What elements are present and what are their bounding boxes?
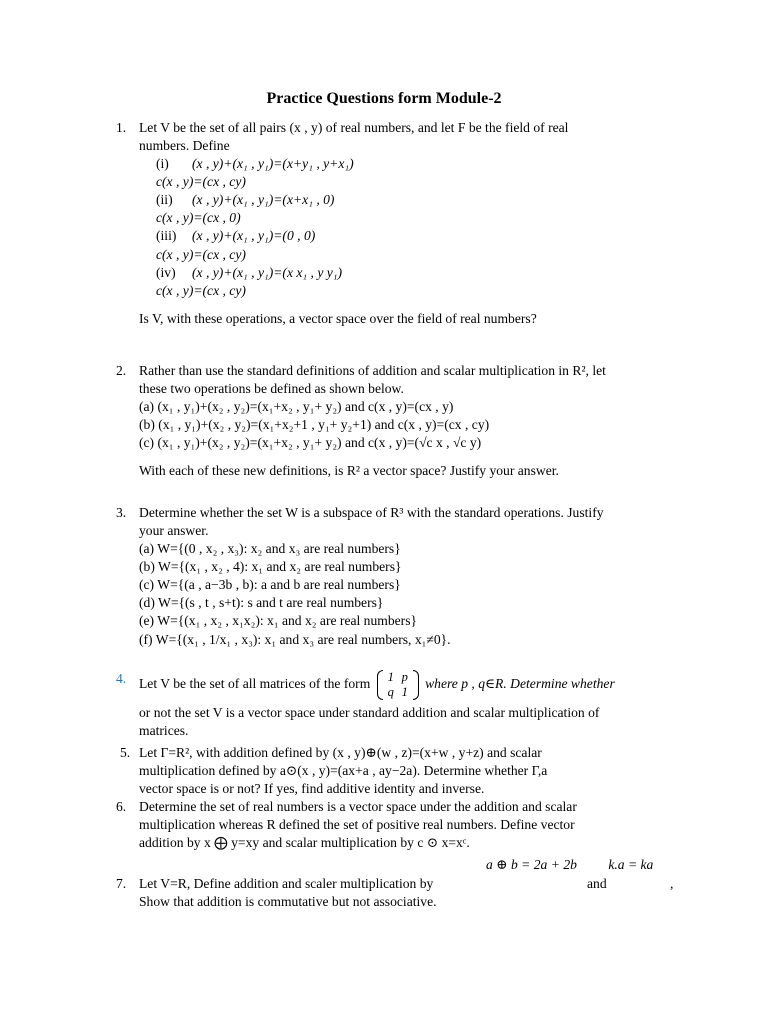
question-part: (b) W={(x₁ , x₂ , 4): x₁ and x₂ are real numbers} [139,559,402,575]
question-part: (a) W={(0 , x₂ , x₃): x₂ and x₃ are real numbers} [139,541,401,557]
question-text: Let V=R, Define addition and scaler multiplication by and , [139,876,674,891]
question-text: Show that addition is commutative but not associative. [139,894,437,910]
question-7 [116,875,676,911]
question-number: 4. [116,671,127,686]
operation-definition: (iii) (x , y)+(x₁ , y₁)=(0 , 0) [156,228,316,244]
question-part: (f) W={(x₁ , 1/x₁ , x₃): x₁ and x₃ are real numbers, x₁≠0}. [139,631,451,647]
question-text: Let V be the set of all matrices of the form 1 p q 1 where p , q∈R. Determine whether [139,670,615,699]
question-part: (c) (x₁ , y₁)+(x₂ , y₂)=(x₁+x₂ , y₁+ y₂) and c(x , y)=(√c x , √c y) [139,435,482,451]
question-number: 5. [120,745,131,760]
question-6 [116,798,676,852]
scalar-formula: k.a = ka [608,857,654,872]
question-4 [116,670,676,740]
question-number: 2. [116,363,127,378]
question-2 [116,362,676,480]
question-text: Rather than use the standard definitions of addition and scalar multiplication in R², let [139,363,606,378]
question-text: Let V be the set of all pairs (x , y) of real numbers, and let F be the field of real [139,120,569,135]
question-5 [116,744,676,798]
question-text: Let Γ=R², with addition defined by (x , y)⊕(w , z)=(x+w , y+z) and scalar [139,745,542,760]
operation-definition: (ii) (x , y)+(x₁ , y₁)=(x+x₁ , 0) [156,192,335,208]
q7-formulas [486,856,653,874]
question-number: 1. [116,120,127,135]
question-text: multiplication defined by a⊙(x , y)=(ax+a , ay−2a). Determine whether Γ,a [139,763,548,779]
addition-formula: a ⊕ b = 2a + 2b [486,857,577,872]
question-part: (d) W={(s , t , s+t): s and t are real numbers} [139,595,384,611]
page-title: Practice Questions form Module-2 [266,90,502,107]
scalar-definition: c(x , y)=(cx , 0) [156,210,241,226]
question-text: numbers. Define [139,138,230,154]
question-text: Determine the set of real numbers is a vector space under the addition and scalar [139,799,577,814]
question-part: (b) (x₁ , y₁)+(x₂ , y₂)=(x₁+x₂+1 , y₁+ y₂+1) and c(x , y)=(cx , cy) [139,417,490,433]
question-text: multiplication whereas R defined the set of positive real numbers. Define vector [139,817,575,833]
question-text: your answer. [139,523,209,539]
scalar-definition: c(x , y)=(cx , cy) [156,246,246,262]
question-1 [116,119,676,328]
question-part: (e) W={(x₁ , x₂ , x₁x₂): x₁ and x₂ are real numbers} [139,613,418,629]
question-text: Is V, with these operations, a vector space over the field of real numbers? [139,310,537,326]
question-number: 6. [116,799,127,814]
question-part: (a) (x₁ , y₁)+(x₂ , y₂)=(x₁+x₂ , y₁+ y₂) and c(x , y)=(cx , y) [139,399,454,415]
question-part: (c) W={(a , a−3b , b): a and b are real numbers} [139,577,401,593]
question-number: 7. [116,876,127,891]
scalar-definition: c(x , y)=(cx , cy) [156,282,246,298]
question-text: With each of these new definitions, is R² a vector space? Justify your answer. [139,463,559,479]
question-text: these two operations be defined as shown below. [139,381,404,397]
operation-definition: (iv) (x , y)+(x₁ , y₁)=(x x₁ , y y₁) [156,264,343,280]
question-3 [116,504,676,649]
question-text: or not the set V is a vector space under standard addition and scalar multiplication of [139,705,600,720]
question-number: 3. [116,505,127,520]
scalar-definition: c(x , y)=(cx , cy) [156,174,246,190]
question-text: matrices. [139,723,189,739]
question-text: Determine whether the set W is a subspace of R³ with the standard operations. Justify [139,505,604,520]
operation-definition: (i) (x , y)+(x₁ , y₁)=(x+y₁ , y+x₁) [156,156,354,172]
matrix: 1 p q 1 [377,670,419,700]
question-text: vector space is or not? If yes, find additive identity and inverse. [139,781,485,797]
question-text: addition by x ⨁ y=xy and scalar multiplication by c ⊙ x=xᶜ. [139,835,470,851]
